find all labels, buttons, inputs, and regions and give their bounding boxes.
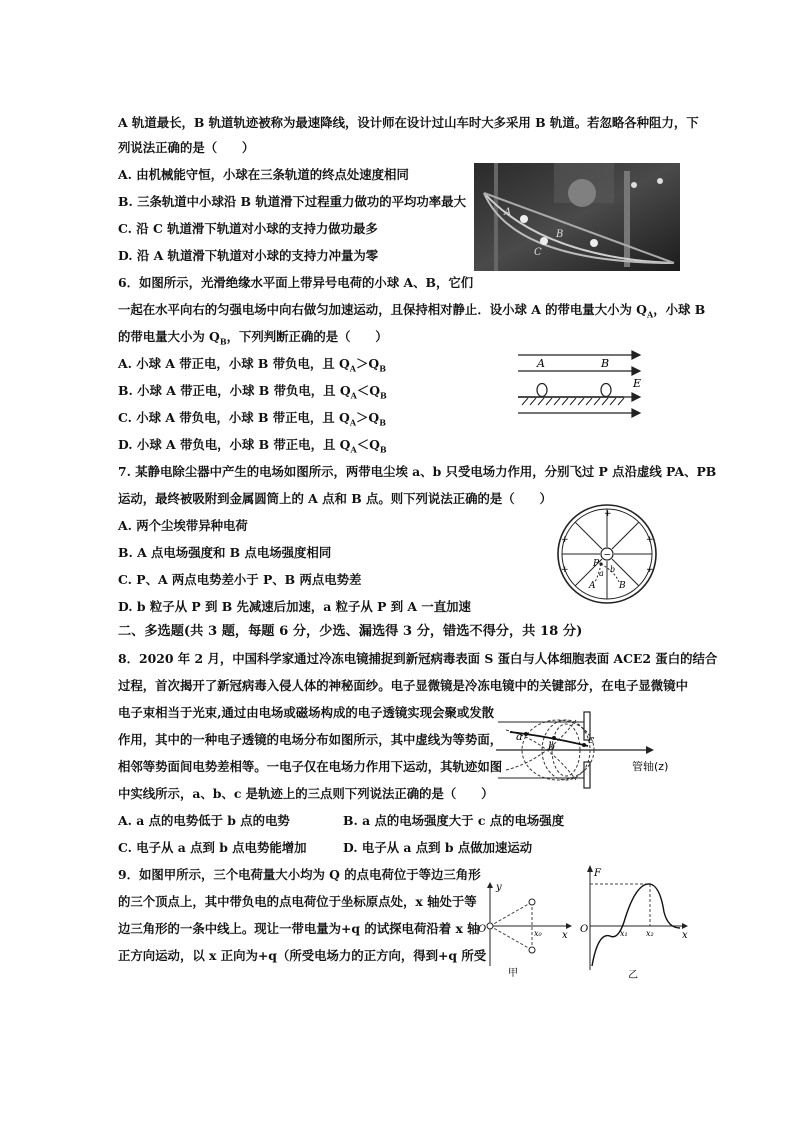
q8-axis-label: 管轴(z)	[632, 760, 669, 773]
q9-yi-caption: 乙	[628, 970, 638, 980]
q9-jia-y-label: y	[496, 882, 502, 893]
photo-label-c: C	[534, 247, 542, 258]
q9-yi-x1: x₁	[620, 929, 628, 938]
q6-label-a: A	[537, 357, 545, 370]
q9-jia-origin: O	[478, 924, 487, 935]
q7-plus-left: +	[561, 535, 569, 545]
roller-coaster-photo	[474, 163, 680, 271]
q6-field-figure	[512, 345, 644, 419]
q7-stem-line1: 7. 某静电除尘器中产生的电场如图所示，两带电尘埃 a、b 只受电场力作用，分别飞过 P 点沿虚线 PA、PB	[118, 464, 717, 479]
q8-stem-line2: 过程，首次揭开了新冠病毒入侵人体的神秘面纱。电子显微镜是冷冻电镜中的关键部分，在电子显微镜中	[118, 678, 688, 693]
q9-stem-line3: 边三角形的一条中线上。现让一带电量为+q 的试探电荷沿着 x 轴	[118, 921, 480, 936]
q6-label-b: B	[601, 357, 610, 370]
q7-plus-left-low: +	[561, 565, 569, 575]
q6-label-e: E	[633, 377, 642, 390]
q7-option-c[interactable]: C. P、A 两点电势差小于 P、B 两点电势差	[118, 572, 362, 587]
q9-figure-yi	[580, 862, 692, 980]
q8-label-c: c	[588, 733, 595, 746]
q6-option-a[interactable]: A. 小球 A 带正电，小球 B 带负电，且 $Q_A>Q_B$	[118, 356, 386, 374]
q5-option-b[interactable]: B. 三条轨道中小球沿 B 轨道滑下过程重力做功的平均功率最大	[118, 194, 466, 209]
q8-stem-line3: 电子束相当于光束,通过由电场或磁场构成的电子透镜实现会聚或发散	[118, 705, 495, 720]
q9-jia-caption: 甲	[508, 968, 518, 979]
q9-yi-x2: x₂	[646, 929, 654, 938]
q6-option-d[interactable]: D. 小球 A 带负电，小球 B 带正电，且 $Q_A<Q_B$	[118, 437, 387, 455]
q7-plus-right-low: +	[646, 565, 654, 575]
q6-option-c[interactable]: C. 小球 A 带负电，小球 B 带正电，且 $Q_A>Q_B$	[118, 410, 386, 428]
q8-option-c[interactable]: C. 电子从 a 点到 b 点电势能增加	[118, 840, 307, 855]
q7-plus-top: +	[604, 509, 612, 519]
q9-yi-f-label: F	[594, 868, 601, 879]
q5-intro-line2: 列说法正确的是（ ）	[118, 140, 255, 155]
q9-stem-line4: 正方向运动，以 x 正向为+q（所受电场力的正方向，得到+q 所受	[118, 948, 487, 963]
q9-jia-x-label: x	[562, 930, 568, 941]
q5-option-a[interactable]: A. 由机械能守恒，小球在三条轨道的终点处速度相同	[118, 167, 409, 182]
q7-option-d[interactable]: D. b 粒子从 P 到 B 先减速后加速，a 粒子从 P 到 A 一直加速	[118, 599, 471, 614]
q7-label-b-small: b	[610, 565, 616, 574]
q8-label-b: b	[548, 740, 556, 753]
q7-center-minus: −	[603, 550, 612, 561]
photo-label-a: A	[504, 207, 512, 218]
q6-stem-line2: 一起在水平向右的匀强电场中向右做匀加速运动，且保持相对静止．设小球 A 的带电量大小为 $Q_A$，小球 B	[118, 302, 706, 320]
q9-jia-x0: x₀	[534, 929, 542, 938]
q6-stem-line3: 的带电量大小为 $Q_B$，下列判断正确的是（ ）	[118, 329, 388, 347]
q8-stem-line4: 作用，其中的一种电子透镜的电场分布如图所示，其中虚线为等势面，	[118, 732, 503, 747]
q9-stem-line1: 9．如图甲所示，三个电荷量大小均为 Q 的点电荷位于等边三角形	[118, 867, 481, 882]
q7-stem-line2: 运动，最终被吸附到金属圆筒上的 A 点和 B 点。则下列说法正确的是（ ）	[118, 491, 552, 506]
q5-option-c[interactable]: C. 沿 C 轨道滑下轨道对小球的支持力做功最多	[118, 221, 378, 236]
q5-option-d[interactable]: D. 沿 A 轨道滑下轨道对小球的支持力冲量为零	[118, 248, 379, 263]
q8-option-b[interactable]: B. a 点的电场强度大于 c 点的电场强度	[343, 813, 565, 828]
q8-stem-line1: 8．2020 年 2 月，中国科学家通过冷冻电镜捕捉到新冠病毒表面 S 蛋白与人体细胞表面 ACE2 蛋白的结合	[118, 651, 718, 666]
q8-label-a: a	[516, 730, 523, 743]
q8-electron-lens-figure	[496, 710, 686, 790]
q5-intro-line1: A 轨道最长，B 轨道轨迹被称为最速降线，设计师在设计过山车时大多采用 B 轨道。若忽略各种阻力，下	[118, 115, 699, 130]
q7-plus-right: +	[646, 535, 654, 545]
q9-yi-x-label: x	[682, 930, 688, 941]
q8-option-a[interactable]: A. a 点的电势低于 b 点的电势	[118, 813, 290, 828]
q7-precipitator-figure	[555, 502, 659, 606]
q7-option-a[interactable]: A. 两个尘埃带异种电荷	[118, 518, 248, 533]
q6-stem-line1: 6．如图所示，光滑绝缘水平面上带异号电荷的小球 A、B，它们	[118, 275, 474, 290]
q9-yi-origin: O	[580, 924, 589, 935]
q9-figure-jia	[474, 880, 574, 980]
q8-stem-line5: 相邻等势面间电势差相等。一电子仅在电场力作用下运动，其轨迹如图	[118, 759, 503, 774]
q7-option-b[interactable]: B. A 点电场强度和 B 点电场强度相同	[118, 545, 332, 560]
q6-option-b[interactable]: B. 小球 A 带正电，小球 B 带负电，且 $Q_A<Q_B$	[118, 383, 387, 401]
q8-stem-line6: 中实线所示，a、b、c 是轨迹上的三点则下列说法正确的是（ ）	[118, 786, 494, 801]
q9-stem-line2: 的三个顶点上，其中带负电的点电荷位于坐标原点处，x 轴处于等	[118, 894, 477, 909]
q7-label-a-small: a	[599, 569, 604, 578]
section-2-heading: 二、多选题(共 3 题，每题 6 分，少选、漏选得 3 分，错选不得分，共 18 分)	[118, 624, 583, 639]
q7-label-a-point: A	[589, 581, 596, 591]
q7-label-b-point: B	[619, 581, 626, 591]
q8-option-d[interactable]: D. 电子从 a 点到 b 点做加速运动	[343, 840, 533, 855]
photo-label-b: B	[556, 229, 564, 240]
q7-label-p: P	[593, 559, 600, 569]
